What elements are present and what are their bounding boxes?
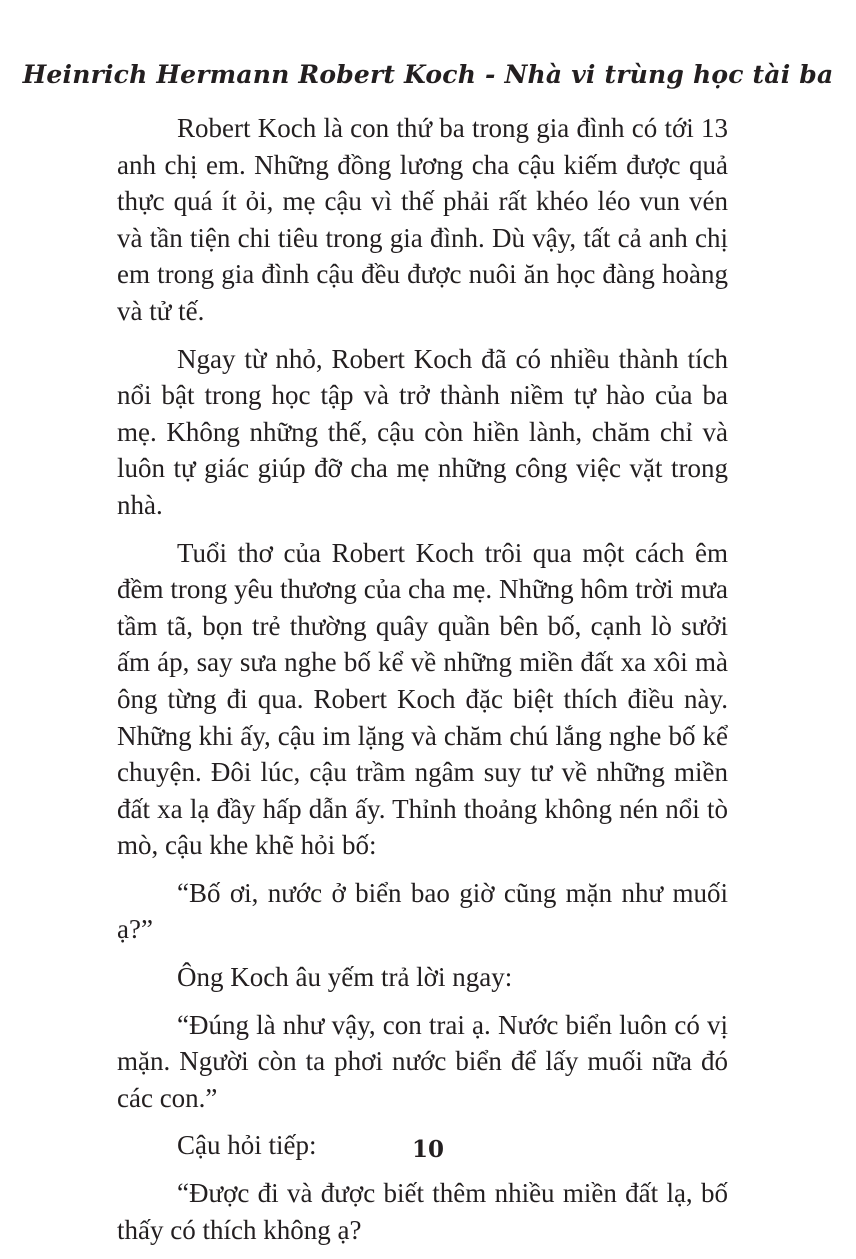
running-header: Heinrich Hermann Robert Koch - Nhà vi trùng học tài ba xyxy=(22,60,834,89)
paragraph-7: Cậu hỏi tiếp: xyxy=(177,1130,317,1161)
paragraph-3: Tuổi thơ của Robert Koch trôi qua một cách êm đềm trong yêu thương của cha mẹ. Những hôm trời mưa tầm tã, bọn trẻ thường quây quần bên bố, cạnh lò sưởi ấm áp, say sưa nghe bố kể về những miền đất xa xôi mà ông từng đi qua. Robert Koch đặc biệt thích điều này. Những khi ấy, cậu im lặng và chăm chú lắng nghe bố kể chuyện. Đôi lúc, cậu trầm ngâm suy tư về những miền đất xa lạ đầy hấp dẫn ấy. Thỉnh thoảng không nén nổi tò mò, cậu khe khẽ hỏi bố: xyxy=(117,537,728,861)
body-text xyxy=(117,110,728,1259)
paragraph-4: “Bố ơi, nước ở biển bao giờ cũng mặn như muối ạ?” xyxy=(117,877,728,945)
paragraph-5: Ông Koch âu yếm trả lời ngay: xyxy=(177,962,513,993)
paragraph-8: “Được đi và được biết thêm nhiều miền đất lạ, bố thấy có thích không ạ? xyxy=(117,1178,728,1245)
paragraph-1: Robert Koch là con thứ ba trong gia đình có tới 13 anh chị em. Những đồng lương cha cậu kiếm được quả thực quá ít ỏi, mẹ cậu vì thế phải rất khéo léo vun vén và tần tiện chi tiêu trong gia đình. Dù vậy, tất cả anh chị em trong gia đình cậu đều được nuôi ăn học đàng hoàng và tử tế. xyxy=(117,113,728,326)
paragraph-6: “Đúng là như vậy, con trai ạ. Nước biển luôn có vị mặn. Người còn ta phơi nước biển để lấy muối nữa đó các con.” xyxy=(117,1009,728,1113)
page-number: 10 xyxy=(411,1136,444,1163)
paragraph-2: Ngay từ nhỏ, Robert Koch đã có nhiều thành tích nổi bật trong học tập và trở thành niềm tự hào của ba mẹ. Không những thế, cậu còn hiền lành, chăm chỉ và luôn tự giác giúp đỡ cha mẹ những công việc vặt trong nhà. xyxy=(117,343,728,520)
